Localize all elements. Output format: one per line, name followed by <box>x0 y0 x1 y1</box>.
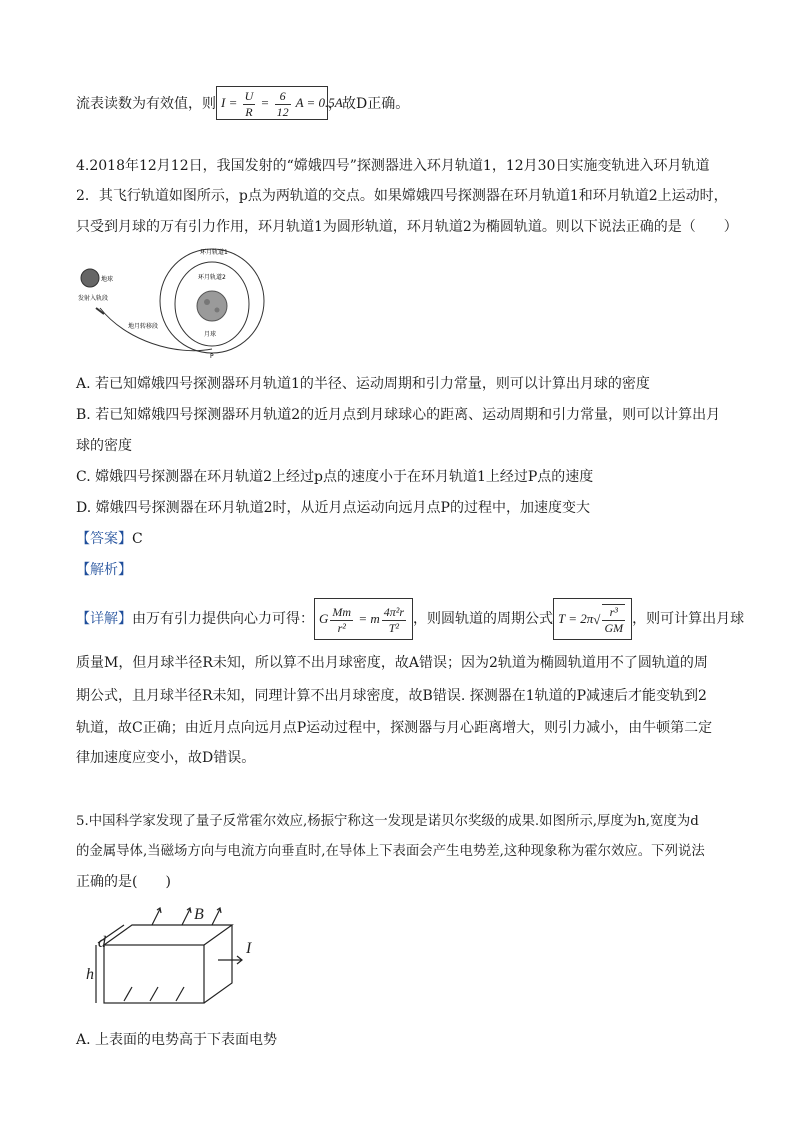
detail-tag: 【详解】 <box>76 611 132 627</box>
q4-option-d: D. 嫦娥四号探测器在环月轨道2时，从近月点运动向远月点P的过程中，加速度变大 <box>76 500 590 516</box>
q4-detail-line-2: 质量M，但月球半径R未知，所以算不出月球密度，故A错误；因为2轨道为椭圆轨道用不了圆轨道的周 <box>76 655 708 671</box>
field-arrow-3 <box>212 909 220 925</box>
top-prefix: 流表读数为有效值，则 <box>76 96 216 112</box>
q4-option-c: C. 嫦娥四号探测器在环月轨道2上经过p点的速度小于在环月轨道1上经过P点的速度 <box>76 469 594 485</box>
period-equation-box: T = 2π√ $\frac{\text{r³}}{GM}$ <box>553 598 632 640</box>
q4-stem-line-3: 只受到月球的万有引力作用，环月轨道1为圆形轨道，环月轨道2为椭圆轨道。则以下说法正确的是（ ） <box>76 219 738 235</box>
q5-stem-line-1: 5.中国科学家发现了量子反常霍尔效应,杨振宁称这一发现是诺贝尔奖级的成果.如图所示,厚度为h,宽度为d <box>76 814 699 829</box>
answer-value: C <box>132 531 143 547</box>
q4-stem-line-1: 4.2018年12月12日，我国发射的“嫦娥四号”探测器进入环月轨道1，12月30日实施变轨进入环月轨道 <box>76 158 710 174</box>
q4-option-b-line-1: B. 若已知嫦娥四号探测器环月轨道2的近月点到月球球心的距离、运动周期和引力常量，则可以计算出月 <box>76 407 721 423</box>
orbit-figure <box>76 246 276 362</box>
orbit-2-label: 环月轨道2 <box>198 274 226 281</box>
ohm-law-equation-box: I = $\frac{U}{R}$ = $\frac{6}{12}$ A = 0.5A <box>216 86 328 120</box>
q4-analysis-tag: 【解析】 <box>76 562 132 578</box>
q5-stem-line-3: 正确的是( ) <box>76 874 171 890</box>
launch-label: 发射入轨段 <box>78 295 109 302</box>
conductor-side-face <box>204 925 232 1003</box>
q4-detail-line-1: 【详解】由万有引力提供向心力可得： G $\frac{Mm}{\text{r²}}$ = m $\frac{\text{4π²r}}{\text{T²}}$ ，则圆轨道的周期公式 T = 2π√ $\frac{\text{r³}}{GM}$ ，则可计算出月球 <box>76 598 744 640</box>
width-label: d <box>98 934 106 951</box>
current-label: I <box>246 940 252 957</box>
earth-label: 地球 <box>101 276 114 283</box>
field-label: B <box>194 906 204 923</box>
conductor-top-face <box>104 925 232 945</box>
gravitation-equation-box: G $\frac{Mm}{\text{r²}}$ = m $\frac{\text{4π²r}}{\text{T²}}$ <box>314 598 413 640</box>
point-p-label: P <box>210 353 214 360</box>
earth-sphere <box>81 269 99 287</box>
hall-effect-figure <box>84 905 264 1015</box>
q4-detail-line-4: 轨道，故C正确；由近月点向远月点P运动过程中，探测器与月心距离增大，则引力减小，由牛顿第二定 <box>76 720 713 736</box>
thickness-label: h <box>86 966 94 983</box>
answer-tag: 【答案】 <box>76 531 132 547</box>
transfer-label: 地月转移段 <box>128 323 159 330</box>
field-arrow-2 <box>182 909 190 925</box>
moon-label: 月球 <box>204 331 217 338</box>
q4-detail-line-5: 律加速度应变小，故D错误。 <box>76 750 256 766</box>
q4-option-a: A. 若已知嫦娥四号探测器环月轨道1的半径、运动周期和引力常量，则可以计算出月球的密度 <box>76 376 650 392</box>
top-suffix: ，故D正确。 <box>328 96 410 112</box>
q4-stem-line-2: 2．其飞行轨道如图所示，p点为两轨道的交点。如果嫦娥四号探测器在环月轨道1和环月轨道2上运动时， <box>76 188 728 204</box>
q5-option-a: A. 上表面的电势高于下表面电势 <box>76 1032 278 1048</box>
orbit-1-label: 环月轨道1 <box>200 249 228 256</box>
q4-answer <box>76 529 143 549</box>
q5-stem-line-2: 的金属导体,当磁场方向与电流方向垂直时,在导体上下表面会产生电势差,这种现象称为霍尔效应。下列说法 <box>76 844 705 859</box>
moon-sphere <box>197 291 227 321</box>
q4-detail-line-3: 期公式，且月球半径R未知，同理计算不出月球密度，故B错误. 探测器在1轨道的P减速后才能变轨到2 <box>76 688 707 704</box>
q4-option-b-line-2: 球的密度 <box>76 438 132 454</box>
top-equation-line <box>76 87 409 121</box>
field-arrow-1 <box>152 909 160 925</box>
